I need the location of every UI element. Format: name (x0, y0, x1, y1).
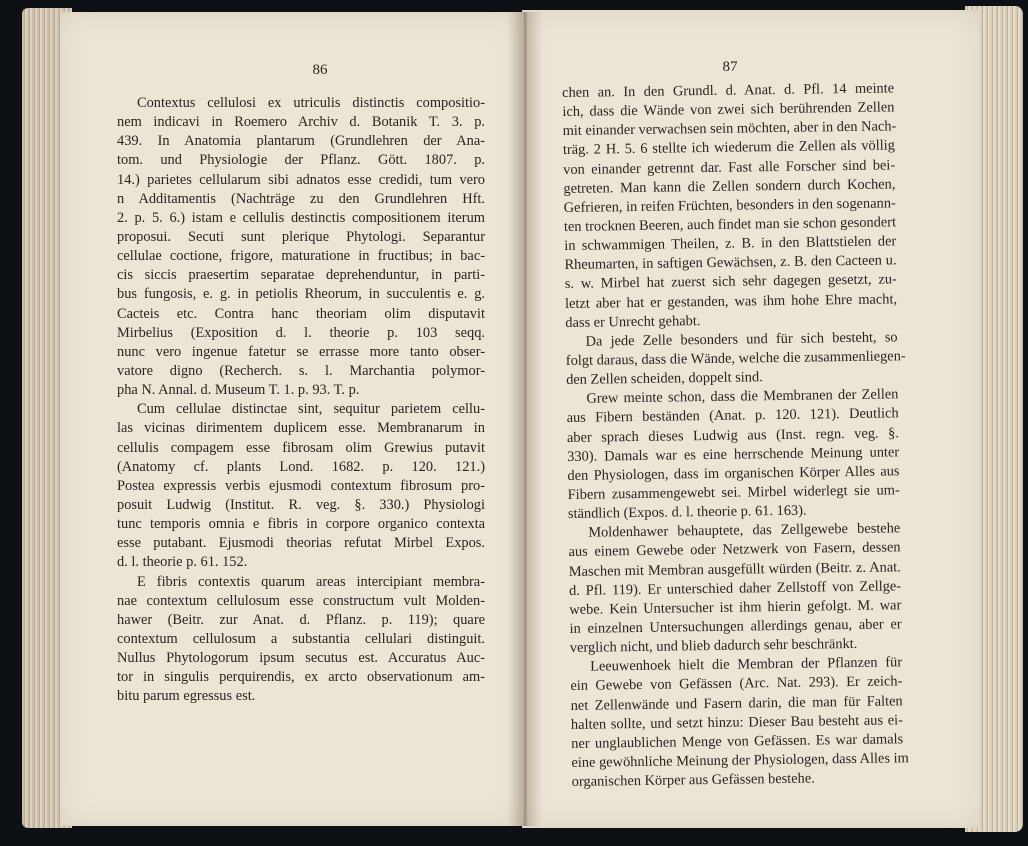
text-line: ner unglaublichen Menge von Gefässen. Es war damals (571, 731, 904, 752)
text-line: chen an. In den Grundl. d. Anat. d. Pfl. 14 meinte (562, 80, 895, 101)
text-line: d. Pfl. 119). Er unterschied daher Zellstoff von Zellge- (568, 577, 902, 599)
text-line: vatore digno (Recherch. s. l. Marchantia polymor- (117, 362, 485, 379)
text-line: von einander getrennt dar. Fast alle Forscher sind bei- (563, 156, 896, 178)
text-line: mit einander verwachsen sein möchten, aber in den Nach- (562, 118, 897, 140)
text-line: cis siccis praesertim separatae deprehenduntur, in parti- (117, 267, 485, 284)
text-line: Rheumarten, in saftigen Gewächsen, z. B. den Cacteen u. (564, 252, 897, 274)
text-line: tom. und Physiologie der Pflanz. Gött. 1807. p. (117, 152, 485, 169)
text-line: ein Gewebe von Gefässen (Arc. Nat. 293). Er zeich- (570, 673, 903, 695)
text-line: 439. In Anatomia plantarum (Grundlehren der Ana- (117, 133, 485, 150)
text-line: dass er Unrecht gehabt. (565, 312, 701, 331)
text-line: getreten. Man kann die Zellen sondern durch Kochen, (563, 176, 896, 197)
text-line: d. l. theorie p. 61. 152. (117, 554, 248, 571)
text-line: esse putabant. Ejusmodi theorias refutat Mirbel Expos. (117, 535, 485, 552)
text-line: 14.) parietes cellularum sibi adnatos esse credidi, tum vero (117, 171, 485, 188)
text-line: bitu parum egressus est. (117, 688, 256, 705)
text-line: Grew meinte schon, dass die Membranen der Zellen (586, 386, 899, 407)
text-line: Mirbelius (Exposition d. l. theorie p. 103 seqq. (117, 324, 485, 341)
text-line: in schwammigen Theilen, z. B. in den Blattstielen der (564, 233, 897, 255)
text-line: Leeuwenhoek hielt die Membran der Pflanzen für (590, 654, 903, 675)
text-line: ständlich (Expos. d. l. theorie p. 61. 163). (567, 502, 807, 523)
text-line: aus einem Gewebe oder Netzwerk von Fasern, dessen (568, 539, 901, 561)
text-line: 2. p. 5. 6.) istam e cellulis destinctis compositionem iterum (117, 209, 485, 226)
text-line: posuit Ludwig (Institut. R. veg. §. 330.) Physiologi (117, 496, 485, 513)
left-page-text (117, 94, 485, 707)
text-line: cellulis compagem esse fibrosam olim Grewius putavit (117, 439, 485, 456)
text-line: den Physiologen, dass im organischen Körper Alles aus (567, 463, 900, 484)
text-line: Cacteis etc. Contra hanc theoriam olim disputavit (117, 305, 485, 322)
text-line: Postea expressis verbis ejusmodi contextum fibrosum pro- (117, 477, 485, 494)
text-line: cellulae coctione, frigore, maturatione in fructibus; in bac- (117, 248, 485, 265)
text-line: (Anatomy cf. plants Lond. 1682. p. 120. 121.) (117, 458, 485, 475)
text-line: organischen Körper aus Gefässen bestehe. (571, 770, 815, 790)
text-line: den Zellen scheiden, doppelt sind. (566, 369, 763, 389)
text-line: tor in singulis perquirendis, ex arcto observationum am- (117, 669, 485, 686)
text-line: Gefrieren, in reifen Früchten, besonders in den sogenann- (563, 195, 896, 216)
book-gutter (508, 12, 542, 826)
text-line: nem indicavi in Roemero Archiv d. Botanik T. 3. p. (117, 114, 485, 131)
text-line: eine gewöhnliche Meinung der Physiologen, dass Alles im (571, 750, 909, 771)
text-line: nunc vero ingenue fatetur se errasse more tanto obser- (117, 343, 485, 360)
text-line: tunc temporis omnia e fibris in corpore organico contexta (117, 516, 485, 533)
text-line: pha N. Annal. d. Museum T. 1. p. 93. T. p. (117, 382, 360, 399)
text-line: in einzelnen Untersuchungen allerdings genau, aber er (569, 616, 902, 637)
text-line: aber sprach dieses Ludwig aus (Inst. regn. veg. §. (566, 424, 900, 446)
text-line: proposui. Secuti sunt plerique Phytologi. Separantur (117, 228, 485, 245)
right-page-text (562, 79, 909, 792)
text-line: E fibris contextis quarum areas intercipiant membra- (137, 573, 485, 590)
text-line: contextum cellulosum a substantia cellulari distinguit. (117, 630, 485, 647)
text-line: net Zellenwände und Fasern darin, die man für Falten (570, 692, 903, 714)
text-line: 330). Damals war es eine herrschende Meinung unter (567, 444, 900, 465)
text-line: träg. 2 H. 5. 6 stellte ich wiederum die Zellen als völlig (562, 137, 896, 159)
text-line: las vicinas dirimentem duplicem esse. Membranarum in (117, 420, 485, 437)
text-line: Fibern zusammengewebt sei. Mirbel widerlegt sie um- (567, 482, 900, 503)
text-line: webe. Kein Untersucher ist ihm hierin gefolgt. M. war (569, 597, 902, 618)
text-line: Contextus cellulosi ex utriculis distinctis compositio- (137, 95, 485, 111)
text-line: nae contextum cellulosum esse constructum vult Molden- (117, 592, 485, 609)
text-line: Moldenhawer behauptete, das Zellgewebe bestehe (588, 520, 901, 541)
right-page-number: 87 (722, 59, 738, 75)
text-line: Maschen mit Membran ausgefüllt würden (Beitr. z. Anat. (568, 558, 901, 580)
text-line: ten trocknen Beeren, auch findet man sie schon gesondert (563, 214, 897, 235)
text-line: halten sollte, und setzt hinzu: Dieser Bau besteht aus ei- (570, 711, 904, 733)
text-line: verglich nicht, und blieb dadurch sehr beschränkt. (569, 636, 858, 657)
text-line: Da jede Zelle besonders und für sich besteht, so (585, 329, 898, 350)
text-line: hawer (Beitr. zur Anat. d. Pflanz. p. 119); quare (117, 611, 485, 628)
left-page-number: 86 (312, 62, 328, 78)
text-line: folgt daraus, dass die Wände, welche die zusammenliegen- (565, 348, 906, 369)
text-line: letzt aber hat er gestanden, was ihm hohe Ehre macht, (564, 290, 898, 312)
text-line: aus Fibern beständen (Anat. p. 120. 121). Deutlich (566, 405, 899, 427)
text-line: s. w. Mirbel hat zuerst sich sehr dagegen gesetzt, zu- (564, 271, 897, 293)
text-line: Cum cellulae distinctae sint, sequitur parietem cellu- (137, 401, 485, 418)
text-line: Nullus Phytologorum ipsum secutus est. Accuratus Auc- (117, 650, 485, 667)
text-line: n Additamentis (Nachträge zu den Grundlehren Hft. (117, 190, 485, 207)
text-line: ich, dass die Wände von zwei sich berührenden Zellen (562, 99, 895, 121)
text-line: bus fungosis, e. g. in petiolis Rheorum, in succulentis e. g. (117, 286, 485, 303)
